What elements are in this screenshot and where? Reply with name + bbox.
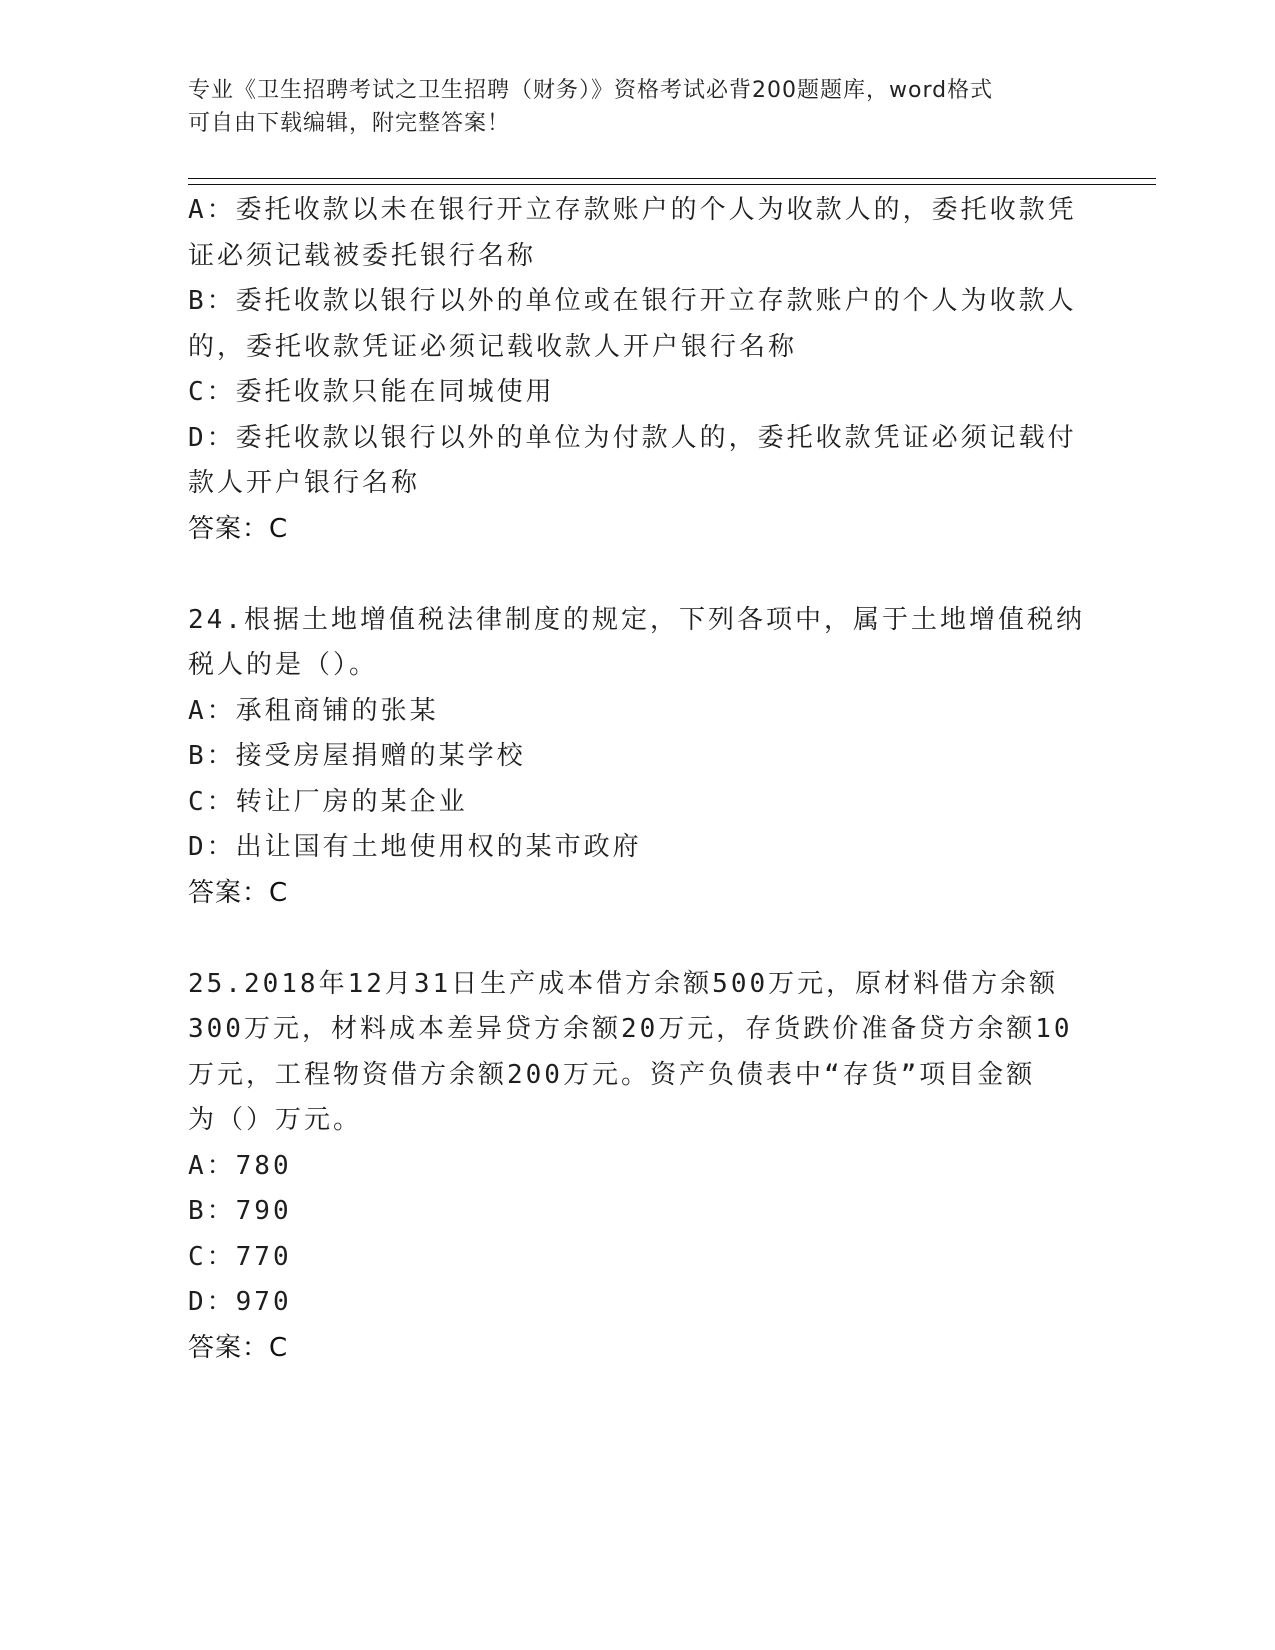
q23-option-c: C：委托收款只能在同城使用 [188, 377, 555, 407]
q25-question-line-1: 25.2018年12月31日生产成本借方余额500万元，原材料借方余额 [188, 968, 1059, 999]
q23-option-d-line-2: 款人开户银行名称 [188, 468, 421, 498]
header-divider-top [188, 178, 1156, 179]
q24-answer: 答案：C [188, 877, 289, 908]
document-header [188, 74, 1068, 140]
spacer [188, 552, 1088, 598]
header-line-2: 可自由下载编辑，附完整答案！ [188, 111, 511, 136]
q23-option-a-line-1: A：委托收款以未在银行开立存款账户的个人为收款人的，委托收款凭 [188, 195, 1077, 225]
q24-question-line-2: 税人的是（）。 [188, 650, 379, 680]
spacer [188, 916, 1088, 962]
header-line-1: 专业《卫生招聘考试之卫生招聘（财务）》资格考试必背200题题库，word格式 [188, 78, 994, 103]
q23-option-b-line-1: B：委托收款以银行以外的单位或在银行开立存款账户的个人为收款人 [188, 286, 1077, 316]
q25-option-a: A：780 [188, 1150, 292, 1181]
q23-option-a-line-2: 证必须记载被委托银行名称 [188, 240, 537, 271]
q24-option-b: B：接受房屋捐赠的某学校 [188, 741, 526, 771]
q25-answer: 答案：C [188, 1332, 289, 1363]
q25-question-line-4: 为（）万元。 [188, 1105, 363, 1135]
q24-option-d: D：出让国有土地使用权的某市政府 [188, 832, 642, 862]
question-23 [188, 188, 1088, 552]
q23-option-d-line-1: D：委托收款以银行以外的单位为付款人的，委托收款凭证必须记载付 [188, 422, 1077, 453]
question-24 [188, 598, 1088, 917]
q25-option-b: B：790 [188, 1196, 292, 1226]
q24-option-c: C：转让厂房的某企业 [188, 786, 468, 817]
q25-question-line-2: 300万元，材料成本差异贷方余额20万元，存货跌价准备贷方余额10 [188, 1014, 1073, 1044]
question-list [188, 188, 1088, 1371]
q24-option-a: A：承租商铺的张某 [188, 695, 439, 726]
question-25 [188, 962, 1088, 1372]
q25-option-c: C：770 [188, 1241, 292, 1272]
q25-question-line-3: 万元，工程物资借方余额200万元。资产负债表中“存货”项目金额 [188, 1059, 1036, 1090]
q23-option-b-line-2: 的，委托收款凭证必须记载收款人开户银行名称 [188, 331, 798, 362]
q23-answer: 答案：C [188, 513, 289, 544]
q24-question-line-1: 24.根据土地增值税法律制度的规定，下列各项中，属于土地增值税纳 [188, 604, 1085, 635]
header-divider-bottom [188, 184, 1156, 185]
q25-option-d: D：970 [188, 1287, 292, 1317]
